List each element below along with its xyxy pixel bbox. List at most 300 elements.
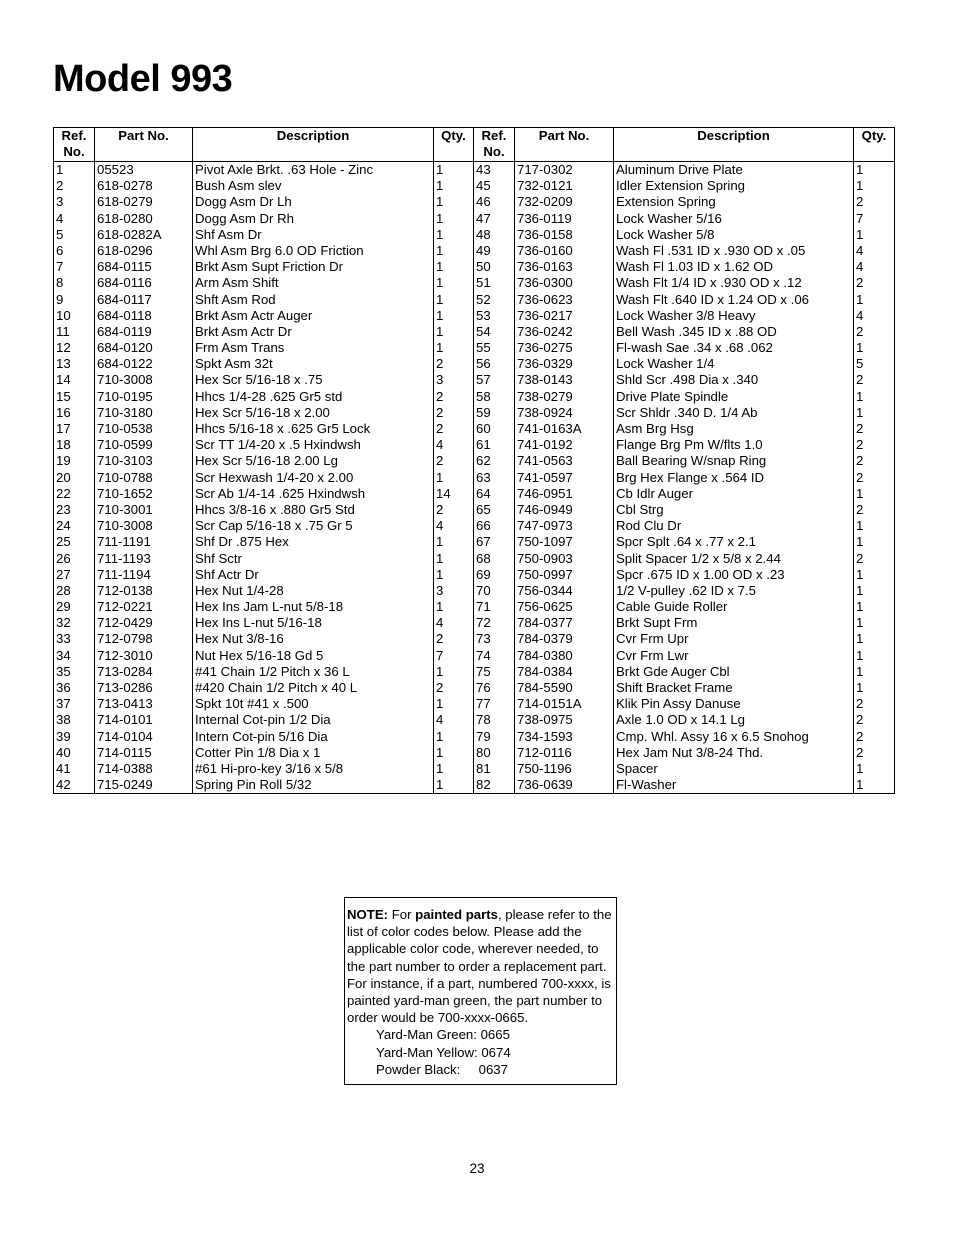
part-no-cell: 736-0639 (515, 777, 614, 794)
table-row (54, 275, 895, 291)
description-cell: Dogg Asm Dr Lh (193, 194, 434, 210)
part-no-cell: 714-0151A (515, 696, 614, 712)
part-no-cell: 618-0296 (95, 243, 193, 259)
part-no-cell: 741-0163A (515, 421, 614, 437)
part-no-cell: 714-0388 (95, 761, 193, 777)
page-number: 23 (469, 1161, 485, 1176)
description-cell: Cb Idlr Auger (614, 486, 854, 502)
description-cell: #420 Chain 1/2 Pitch x 40 L (193, 680, 434, 696)
qty-cell: 4 (434, 712, 474, 728)
description-cell: Cvr Frm Upr (614, 631, 854, 647)
qty-cell: 1 (434, 243, 474, 259)
qty-cell: 1 (854, 583, 895, 599)
table-row (54, 259, 895, 275)
description-cell: Cbl Strg (614, 502, 854, 518)
description-cell: Spcr Splt .64 x .77 x 2.1 (614, 534, 854, 550)
qty-cell: 14 (434, 486, 474, 502)
qty-cell: 4 (854, 259, 895, 275)
part-no-cell: 738-0975 (515, 712, 614, 728)
ref-no-cell: 69 (474, 567, 515, 583)
part-no-cell: 710-0538 (95, 421, 193, 437)
ref-no-cell: 47 (474, 211, 515, 227)
description-cell: Nut Hex 5/16-18 Gd 5 (193, 648, 434, 664)
description-cell: Hex Nut 1/4-28 (193, 583, 434, 599)
table-row (54, 308, 895, 324)
qty-cell: 1 (434, 178, 474, 194)
qty-cell: 1 (434, 275, 474, 291)
table-row (54, 551, 895, 567)
qty-cell: 7 (854, 211, 895, 227)
part-no-cell: 712-0116 (515, 745, 614, 761)
table-row (54, 453, 895, 469)
ref-no-cell: 80 (474, 745, 515, 761)
part-no-cell: 712-3010 (95, 648, 193, 664)
part-no-cell: 712-0798 (95, 631, 193, 647)
ref-no-cell: 70 (474, 583, 515, 599)
note-text: NOTE: For painted parts, please refer to the list of color codes below. Please add the applicable color code, wherever needed, to the part number to order a replacement part. For instance, if a part, numbered 700-xxxx, is painted yard-man green, the part number to order would be 700-xxxx-0665. (347, 907, 612, 1026)
table-row (54, 615, 895, 631)
ref-no-cell: 50 (474, 259, 515, 275)
qty-cell: 1 (434, 227, 474, 243)
part-no-cell: 710-3180 (95, 405, 193, 421)
ref-no-cell: 29 (54, 599, 95, 615)
description-cell: Shf Sctr (193, 551, 434, 567)
part-no-cell: 732-0121 (515, 178, 614, 194)
table-row (54, 243, 895, 259)
ref-no-cell: 1 (54, 162, 95, 179)
part-no-cell: 741-0597 (515, 470, 614, 486)
ref-no-cell: 75 (474, 664, 515, 680)
qty-cell: 2 (854, 551, 895, 567)
part-no-header: Part No. (515, 128, 614, 162)
description-cell: Arm Asm Shift (193, 275, 434, 291)
description-cell: Hex Scr 5/16-18 x .75 (193, 372, 434, 388)
description-cell: Shft Asm Rod (193, 292, 434, 308)
description-cell: Whl Asm Brg 6.0 OD Friction (193, 243, 434, 259)
qty-cell: 1 (434, 664, 474, 680)
ref-no-cell: 15 (54, 389, 95, 405)
description-cell: Scr Ab 1/4-14 .625 Hxindwsh (193, 486, 434, 502)
ref-no-cell: 67 (474, 534, 515, 550)
ref-no-cell: 46 (474, 194, 515, 210)
qty-cell: 1 (854, 292, 895, 308)
ref-no-cell: 37 (54, 696, 95, 712)
table-row (54, 599, 895, 615)
ref-no-cell: 63 (474, 470, 515, 486)
ref-no-cell: 35 (54, 664, 95, 680)
part-no-cell: 712-0221 (95, 599, 193, 615)
ref-no-cell: 27 (54, 567, 95, 583)
qty-cell: 2 (434, 421, 474, 437)
qty-cell: 4 (434, 437, 474, 453)
qty-cell: 1 (854, 615, 895, 631)
description-cell: Asm Brg Hsg (614, 421, 854, 437)
ref-no-cell: 25 (54, 534, 95, 550)
qty-cell: 1 (854, 664, 895, 680)
part-no-cell: 712-0429 (95, 615, 193, 631)
description-cell: Spacer (614, 761, 854, 777)
ref-no-cell: 4 (54, 211, 95, 227)
table-row (54, 631, 895, 647)
description-cell: Shld Scr .498 Dia x .340 (614, 372, 854, 388)
ref-no-cell: 7 (54, 259, 95, 275)
table-row (54, 648, 895, 664)
table-row (54, 227, 895, 243)
part-no-cell: 736-0275 (515, 340, 614, 356)
description-cell: Scr Shldr .340 D. 1/4 Ab (614, 405, 854, 421)
ref-no-cell: 59 (474, 405, 515, 421)
part-no-cell: 714-0104 (95, 729, 193, 745)
ref-no-cell: 19 (54, 453, 95, 469)
part-no-cell: 746-0951 (515, 486, 614, 502)
table-row (54, 324, 895, 340)
part-no-cell: 684-0120 (95, 340, 193, 356)
ref-no-cell: 28 (54, 583, 95, 599)
description-cell: Hhcs 1/4-28 .625 Gr5 std (193, 389, 434, 405)
description-cell: 1/2 V-pulley .62 ID x 7.5 (614, 583, 854, 599)
qty-cell: 1 (434, 599, 474, 615)
description-cell: Drive Plate Spindle (614, 389, 854, 405)
qty-cell: 5 (854, 356, 895, 372)
part-no-cell: 684-0115 (95, 259, 193, 275)
table-row (54, 502, 895, 518)
ref-no-cell: 24 (54, 518, 95, 534)
table-row (54, 405, 895, 421)
part-no-cell: 736-0163 (515, 259, 614, 275)
part-no-cell: 710-3008 (95, 372, 193, 388)
ref-no-cell: 40 (54, 745, 95, 761)
ref-no-cell: 3 (54, 194, 95, 210)
description-cell: Cable Guide Roller (614, 599, 854, 615)
ref-no-cell: 10 (54, 308, 95, 324)
table-row (54, 518, 895, 534)
ref-no-cell: 9 (54, 292, 95, 308)
painted-parts-note (344, 897, 617, 1085)
description-cell: Cvr Frm Lwr (614, 648, 854, 664)
part-no-cell: 618-0279 (95, 194, 193, 210)
table-row (54, 292, 895, 308)
qty-cell: 2 (854, 712, 895, 728)
ref-no-cell: 18 (54, 437, 95, 453)
qty-cell: 1 (434, 470, 474, 486)
qty-cell: 1 (854, 648, 895, 664)
part-no-cell: 05523 (95, 162, 193, 179)
qty-cell: 1 (434, 211, 474, 227)
ref-no-header: Ref. No. (474, 128, 515, 162)
part-no-cell: 736-0160 (515, 243, 614, 259)
part-no-cell: 684-0116 (95, 275, 193, 291)
description-cell: #61 Hi-pro-key 3/16 x 5/8 (193, 761, 434, 777)
part-no-cell: 711-1191 (95, 534, 193, 550)
ref-no-cell: 49 (474, 243, 515, 259)
table-header-row (54, 128, 895, 162)
qty-cell: 2 (434, 453, 474, 469)
description-cell: Lock Washer 3/8 Heavy (614, 308, 854, 324)
color-code-yellow: Yard-Man Yellow: 0674 (376, 1044, 511, 1060)
description-cell: #41 Chain 1/2 Pitch x 36 L (193, 664, 434, 680)
qty-cell: 2 (434, 631, 474, 647)
part-no-cell: 710-3001 (95, 502, 193, 518)
qty-cell: 1 (434, 194, 474, 210)
part-no-cell: 750-0903 (515, 551, 614, 567)
description-cell: Wash Fl 1.03 ID x 1.62 OD (614, 259, 854, 275)
description-cell: Ball Bearing W/snap Ring (614, 453, 854, 469)
table-row (54, 470, 895, 486)
description-cell: Wash Fl .531 ID x .930 OD x .05 (614, 243, 854, 259)
qty-cell: 2 (854, 729, 895, 745)
part-no-cell: 713-0286 (95, 680, 193, 696)
ref-no-cell: 79 (474, 729, 515, 745)
ref-no-cell: 62 (474, 453, 515, 469)
qty-cell: 4 (854, 243, 895, 259)
part-no-cell: 738-0924 (515, 405, 614, 421)
ref-no-cell: 22 (54, 486, 95, 502)
qty-cell: 2 (854, 275, 895, 291)
qty-cell: 2 (434, 405, 474, 421)
part-no-cell: 713-0284 (95, 664, 193, 680)
part-no-cell: 750-1097 (515, 534, 614, 550)
part-no-cell: 710-0788 (95, 470, 193, 486)
qty-cell: 2 (854, 745, 895, 761)
part-no-cell: 756-0625 (515, 599, 614, 615)
table-row (54, 421, 895, 437)
qty-cell: 7 (434, 648, 474, 664)
table-row (54, 340, 895, 356)
qty-cell: 1 (434, 761, 474, 777)
qty-cell: 1 (854, 534, 895, 550)
part-no-cell: 736-0329 (515, 356, 614, 372)
table-row (54, 162, 895, 179)
table-row (54, 729, 895, 745)
description-cell: Cotter Pin 1/8 Dia x 1 (193, 745, 434, 761)
qty-cell: 1 (434, 324, 474, 340)
ref-no-cell: 38 (54, 712, 95, 728)
description-cell: Brkt Asm Actr Auger (193, 308, 434, 324)
table-row (54, 777, 895, 794)
ref-no-cell: 16 (54, 405, 95, 421)
part-no-cell: 747-0973 (515, 518, 614, 534)
table-row (54, 356, 895, 372)
qty-cell: 1 (854, 486, 895, 502)
table-row (54, 712, 895, 728)
description-cell: Spring Pin Roll 5/32 (193, 777, 434, 794)
ref-no-cell: 56 (474, 356, 515, 372)
qty-cell: 1 (854, 405, 895, 421)
part-no-cell: 684-0117 (95, 292, 193, 308)
ref-no-cell: 33 (54, 631, 95, 647)
qty-cell: 3 (434, 372, 474, 388)
part-no-cell: 715-0249 (95, 777, 193, 794)
description-cell: Bell Wash .345 ID x .88 OD (614, 324, 854, 340)
qty-cell: 2 (854, 502, 895, 518)
part-no-cell: 750-1196 (515, 761, 614, 777)
ref-no-cell: 61 (474, 437, 515, 453)
description-cell: Shift Bracket Frame (614, 680, 854, 696)
part-no-cell: 736-0217 (515, 308, 614, 324)
ref-no-cell: 36 (54, 680, 95, 696)
qty-cell: 1 (854, 777, 895, 794)
part-no-cell: 736-0623 (515, 292, 614, 308)
description-cell: Dogg Asm Dr Rh (193, 211, 434, 227)
part-no-cell: 732-0209 (515, 194, 614, 210)
ref-no-cell: 64 (474, 486, 515, 502)
table-row (54, 745, 895, 761)
qty-cell: 2 (854, 421, 895, 437)
table-row (54, 486, 895, 502)
part-no-cell: 684-0122 (95, 356, 193, 372)
ref-no-cell: 66 (474, 518, 515, 534)
ref-no-cell: 17 (54, 421, 95, 437)
ref-no-cell: 54 (474, 324, 515, 340)
qty-cell: 1 (854, 178, 895, 194)
description-cell: Spcr .675 ID x 1.00 OD x .23 (614, 567, 854, 583)
description-header: Description (614, 128, 854, 162)
ref-no-cell: 57 (474, 372, 515, 388)
qty-cell: 1 (854, 680, 895, 696)
description-cell: Bush Asm slev (193, 178, 434, 194)
part-no-cell: 784-0377 (515, 615, 614, 631)
ref-no-cell: 39 (54, 729, 95, 745)
ref-no-cell: 55 (474, 340, 515, 356)
ref-no-cell: 74 (474, 648, 515, 664)
part-no-cell: 756-0344 (515, 583, 614, 599)
part-no-cell: 714-0115 (95, 745, 193, 761)
ref-no-cell: 73 (474, 631, 515, 647)
ref-no-cell: 81 (474, 761, 515, 777)
ref-no-cell: 5 (54, 227, 95, 243)
ref-no-cell: 45 (474, 178, 515, 194)
part-no-cell: 713-0413 (95, 696, 193, 712)
description-cell: Klik Pin Assy Danuse (614, 696, 854, 712)
description-cell: Brg Hex Flange x .564 ID (614, 470, 854, 486)
ref-no-cell: 2 (54, 178, 95, 194)
ref-no-cell: 20 (54, 470, 95, 486)
part-no-cell: 710-0195 (95, 389, 193, 405)
part-no-cell: 741-0563 (515, 453, 614, 469)
ref-no-cell: 14 (54, 372, 95, 388)
table-row (54, 680, 895, 696)
description-cell: Hhcs 5/16-18 x .625 Gr5 Lock (193, 421, 434, 437)
description-cell: Hex Ins L-nut 5/16-18 (193, 615, 434, 631)
description-cell: Aluminum Drive Plate (614, 162, 854, 179)
qty-cell: 2 (434, 389, 474, 405)
description-cell: Intern Cot-pin 5/16 Dia (193, 729, 434, 745)
color-code-green: Yard-Man Green: 0665 (376, 1027, 510, 1043)
part-no-cell: 714-0101 (95, 712, 193, 728)
part-no-cell: 712-0138 (95, 583, 193, 599)
ref-no-cell: 51 (474, 275, 515, 291)
qty-cell: 4 (434, 615, 474, 631)
table-row (54, 534, 895, 550)
qty-cell: 2 (854, 696, 895, 712)
description-header: Description (193, 128, 434, 162)
qty-cell: 1 (854, 340, 895, 356)
table-row (54, 696, 895, 712)
description-cell: Cmp. Whl. Assy 16 x 6.5 Snohog (614, 729, 854, 745)
part-no-cell: 734-1593 (515, 729, 614, 745)
ref-no-cell: 52 (474, 292, 515, 308)
ref-no-cell: 23 (54, 502, 95, 518)
part-no-cell: 784-0384 (515, 664, 614, 680)
part-no-cell: 741-0192 (515, 437, 614, 453)
part-no-cell: 736-0158 (515, 227, 614, 243)
description-cell: Spkt 10t #41 x .500 (193, 696, 434, 712)
qty-cell: 2 (854, 470, 895, 486)
part-no-cell: 784-0379 (515, 631, 614, 647)
part-no-cell: 618-0280 (95, 211, 193, 227)
ref-no-cell: 53 (474, 308, 515, 324)
part-no-cell: 750-0997 (515, 567, 614, 583)
description-cell: Hex Jam Nut 3/8-24 Thd. (614, 745, 854, 761)
description-cell: Brkt Asm Actr Dr (193, 324, 434, 340)
qty-cell: 1 (434, 745, 474, 761)
part-no-cell: 736-0300 (515, 275, 614, 291)
part-no-cell: 684-0118 (95, 308, 193, 324)
description-cell: Frm Asm Trans (193, 340, 434, 356)
qty-cell: 1 (434, 259, 474, 275)
ref-no-cell: 13 (54, 356, 95, 372)
ref-no-cell: 65 (474, 502, 515, 518)
description-cell: Extension Spring (614, 194, 854, 210)
part-no-cell: 746-0949 (515, 502, 614, 518)
description-cell: Hex Scr 5/16-18 2.00 Lg (193, 453, 434, 469)
qty-cell: 2 (434, 502, 474, 518)
qty-cell: 1 (434, 340, 474, 356)
part-no-cell: 736-0242 (515, 324, 614, 340)
table-row (54, 664, 895, 680)
qty-cell: 1 (434, 551, 474, 567)
qty-cell: 1 (434, 292, 474, 308)
description-cell: Hex Scr 5/16-18 x 2.00 (193, 405, 434, 421)
qty-cell: 2 (854, 372, 895, 388)
ref-no-cell: 26 (54, 551, 95, 567)
part-no-cell: 784-5590 (515, 680, 614, 696)
description-cell: Idler Extension Spring (614, 178, 854, 194)
description-cell: Hhcs 3/8-16 x .880 Gr5 Std (193, 502, 434, 518)
ref-no-cell: 41 (54, 761, 95, 777)
qty-cell: 2 (854, 194, 895, 210)
description-cell: Brkt Supt Frm (614, 615, 854, 631)
part-no-cell: 684-0119 (95, 324, 193, 340)
ref-no-cell: 68 (474, 551, 515, 567)
qty-cell: 1 (434, 567, 474, 583)
description-cell: Shf Actr Dr (193, 567, 434, 583)
part-no-cell: 710-3103 (95, 453, 193, 469)
ref-no-cell: 6 (54, 243, 95, 259)
table-row (54, 567, 895, 583)
qty-cell: 3 (434, 583, 474, 599)
ref-no-cell: 32 (54, 615, 95, 631)
part-no-header: Part No. (95, 128, 193, 162)
description-cell: Hex Ins Jam L-nut 5/8-18 (193, 599, 434, 615)
description-cell: Lock Washer 5/16 (614, 211, 854, 227)
ref-no-cell: 58 (474, 389, 515, 405)
description-cell: Lock Washer 5/8 (614, 227, 854, 243)
qty-cell: 1 (434, 696, 474, 712)
part-no-cell: 710-3008 (95, 518, 193, 534)
part-no-cell: 736-0119 (515, 211, 614, 227)
description-cell: Rod Clu Dr (614, 518, 854, 534)
part-no-cell: 710-1652 (95, 486, 193, 502)
table-row (54, 372, 895, 388)
qty-cell: 1 (854, 599, 895, 615)
description-cell: Pivot Axle Brkt. .63 Hole - Zinc (193, 162, 434, 179)
ref-no-header: Ref. No. (54, 128, 95, 162)
description-cell: Shf Dr .875 Hex (193, 534, 434, 550)
part-no-cell: 738-0279 (515, 389, 614, 405)
table-row (54, 178, 895, 194)
qty-cell: 1 (434, 777, 474, 794)
